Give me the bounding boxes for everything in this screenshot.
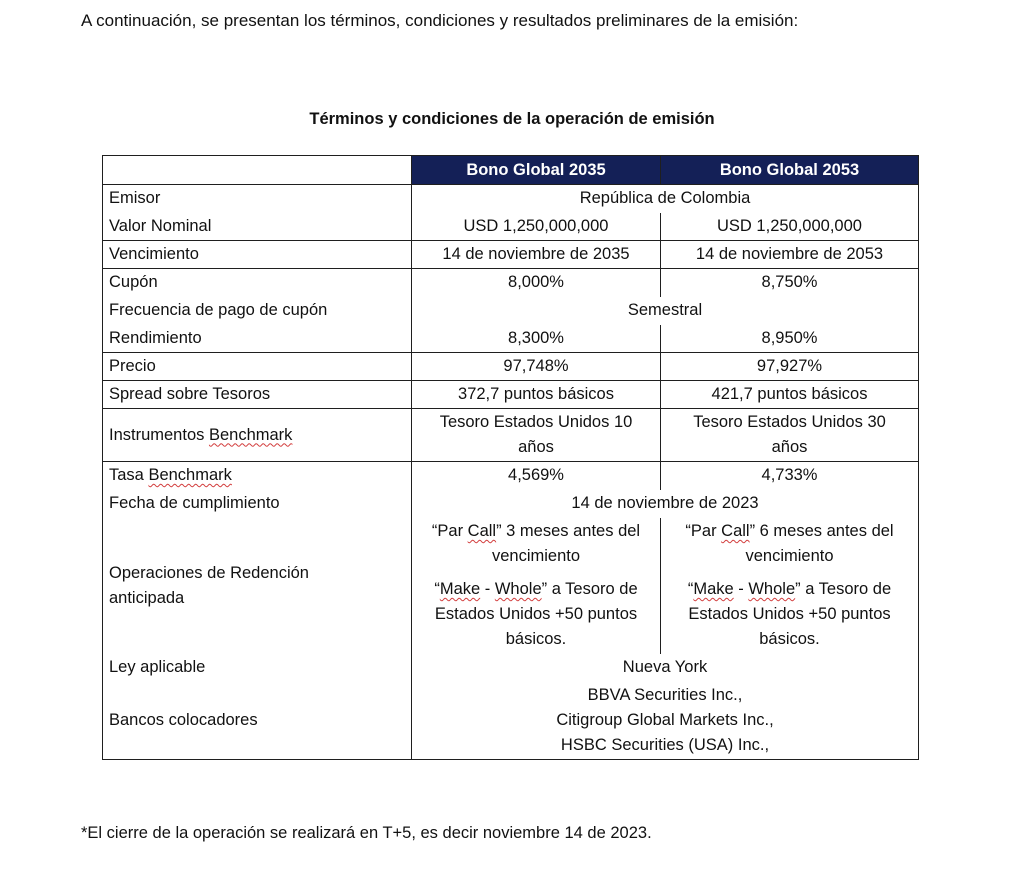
bank-name: Citigroup Global Markets Inc., (556, 711, 774, 729)
value-2053 (661, 409, 919, 462)
row-label (103, 518, 412, 654)
row-ley (103, 654, 919, 682)
row-cupon (103, 269, 919, 297)
spacer (667, 569, 912, 577)
spellcheck-word: Call (467, 522, 497, 540)
value-2053: 421,7 puntos básicos (661, 381, 919, 409)
row-label: Vencimiento (103, 241, 412, 269)
label-spellcheck-word: Benchmark (208, 425, 293, 444)
row-label (103, 462, 412, 490)
row-value: 14 de noviembre de 2023 (412, 490, 919, 518)
row-label: Precio (103, 353, 412, 381)
value-2053: USD 1,250,000,000 (661, 213, 919, 241)
value-2035: 8,300% (412, 325, 661, 353)
row-label: Valor Nominal (103, 213, 412, 241)
par-call-line: vencimiento (745, 547, 834, 565)
row-label: Fecha de cumplimiento (103, 490, 412, 518)
row-label: Cupón (103, 269, 412, 297)
bank-name: BBVA Securities Inc., (587, 686, 743, 704)
value-2053: 8,950% (661, 325, 919, 353)
label-line: Operaciones de Redención (109, 563, 309, 582)
spellcheck-word: Call (721, 522, 750, 540)
par-call-line: vencimiento (491, 547, 581, 565)
value-2053: 4,733% (661, 462, 919, 490)
value-2035: USD 1,250,000,000 (412, 213, 661, 241)
value-2053 (661, 518, 919, 654)
value-line: Tesoro Estados Unidos 30 (693, 413, 886, 431)
bank-name: HSBC Securities (USA) Inc., (560, 736, 770, 754)
row-emisor (103, 185, 919, 213)
footnote: *El cierre de la operación se realizará en T+5, es decir noviembre 14 de 2023. (81, 824, 652, 842)
value-2053: 8,750% (661, 269, 919, 297)
row-instrumentos (103, 409, 919, 462)
value-2035: 372,7 puntos básicos (412, 381, 661, 409)
row-fecha (103, 490, 919, 518)
par-call-line: “Par Call” 6 meses antes del (685, 522, 894, 540)
row-value: Semestral (412, 297, 919, 325)
label-part: Instrumentos (109, 425, 209, 444)
make-whole-line: Estados Unidos +50 puntos (688, 605, 891, 623)
row-bancos (103, 682, 919, 760)
value-2035: 8,000% (412, 269, 661, 297)
value-line: años (518, 438, 554, 456)
label-line: anticipada (109, 588, 185, 607)
row-vencimiento (103, 241, 919, 269)
make-whole-line: Estados Unidos +50 puntos (434, 605, 638, 623)
spacer (418, 569, 654, 577)
value-2053: 14 de noviembre de 2053 (661, 241, 919, 269)
value-2035: 97,748% (412, 353, 661, 381)
row-value: República de Colombia (412, 185, 919, 213)
row-rendimiento (103, 325, 919, 353)
value-2053: 97,927% (661, 353, 919, 381)
row-label: Ley aplicable (103, 654, 412, 682)
make-whole-line: “Make - Whole” a Tesoro de (434, 580, 638, 598)
value-2035: 4,569% (412, 462, 661, 490)
spellcheck-word: Make (693, 580, 734, 598)
row-valor-nominal (103, 213, 919, 241)
row-value: Nueva York (412, 654, 919, 682)
value-2035 (412, 518, 661, 654)
row-label: Frecuencia de pago de cupón (103, 297, 412, 325)
header-bono-2035: Bono Global 2035 (412, 156, 661, 185)
header-bono-2053: Bono Global 2053 (661, 156, 919, 185)
row-label: Rendimiento (103, 325, 412, 353)
make-whole-line: básicos. (759, 630, 820, 648)
header-blank-cell (103, 156, 412, 185)
make-whole-line: básicos. (505, 630, 567, 648)
row-label: Emisor (103, 185, 412, 213)
row-spread (103, 381, 919, 409)
make-whole-line: “Make - Whole” a Tesoro de (687, 580, 892, 598)
value-2035 (412, 409, 661, 462)
value-line: años (771, 438, 808, 456)
value-line: Tesoro Estados Unidos 10 (439, 413, 633, 431)
table-title: Términos y condiciones de la operación de emisión (309, 110, 715, 128)
label-spellcheck-word: Benchmark (148, 466, 232, 484)
label-part: Tasa (109, 466, 149, 484)
row-frecuencia (103, 297, 919, 325)
par-call-line: “Par Call” 3 meses antes del (431, 522, 641, 540)
row-label: Bancos colocadores (103, 682, 412, 760)
row-label (103, 409, 412, 462)
row-value (412, 682, 919, 760)
spellcheck-word: Whole (748, 580, 796, 598)
spellcheck-word: Whole (494, 580, 542, 598)
row-precio (103, 353, 919, 381)
table-header-row (103, 156, 919, 185)
terms-table (102, 155, 919, 760)
row-redencion (103, 518, 919, 654)
value-2035: 14 de noviembre de 2035 (412, 241, 661, 269)
intro-text: A continuación, se presentan los términos, condiciones y resultados preliminares de la emisión: (81, 11, 799, 30)
row-label: Spread sobre Tesoros (103, 381, 412, 409)
spellcheck-word: Make (439, 580, 481, 598)
row-tasa (103, 462, 919, 490)
